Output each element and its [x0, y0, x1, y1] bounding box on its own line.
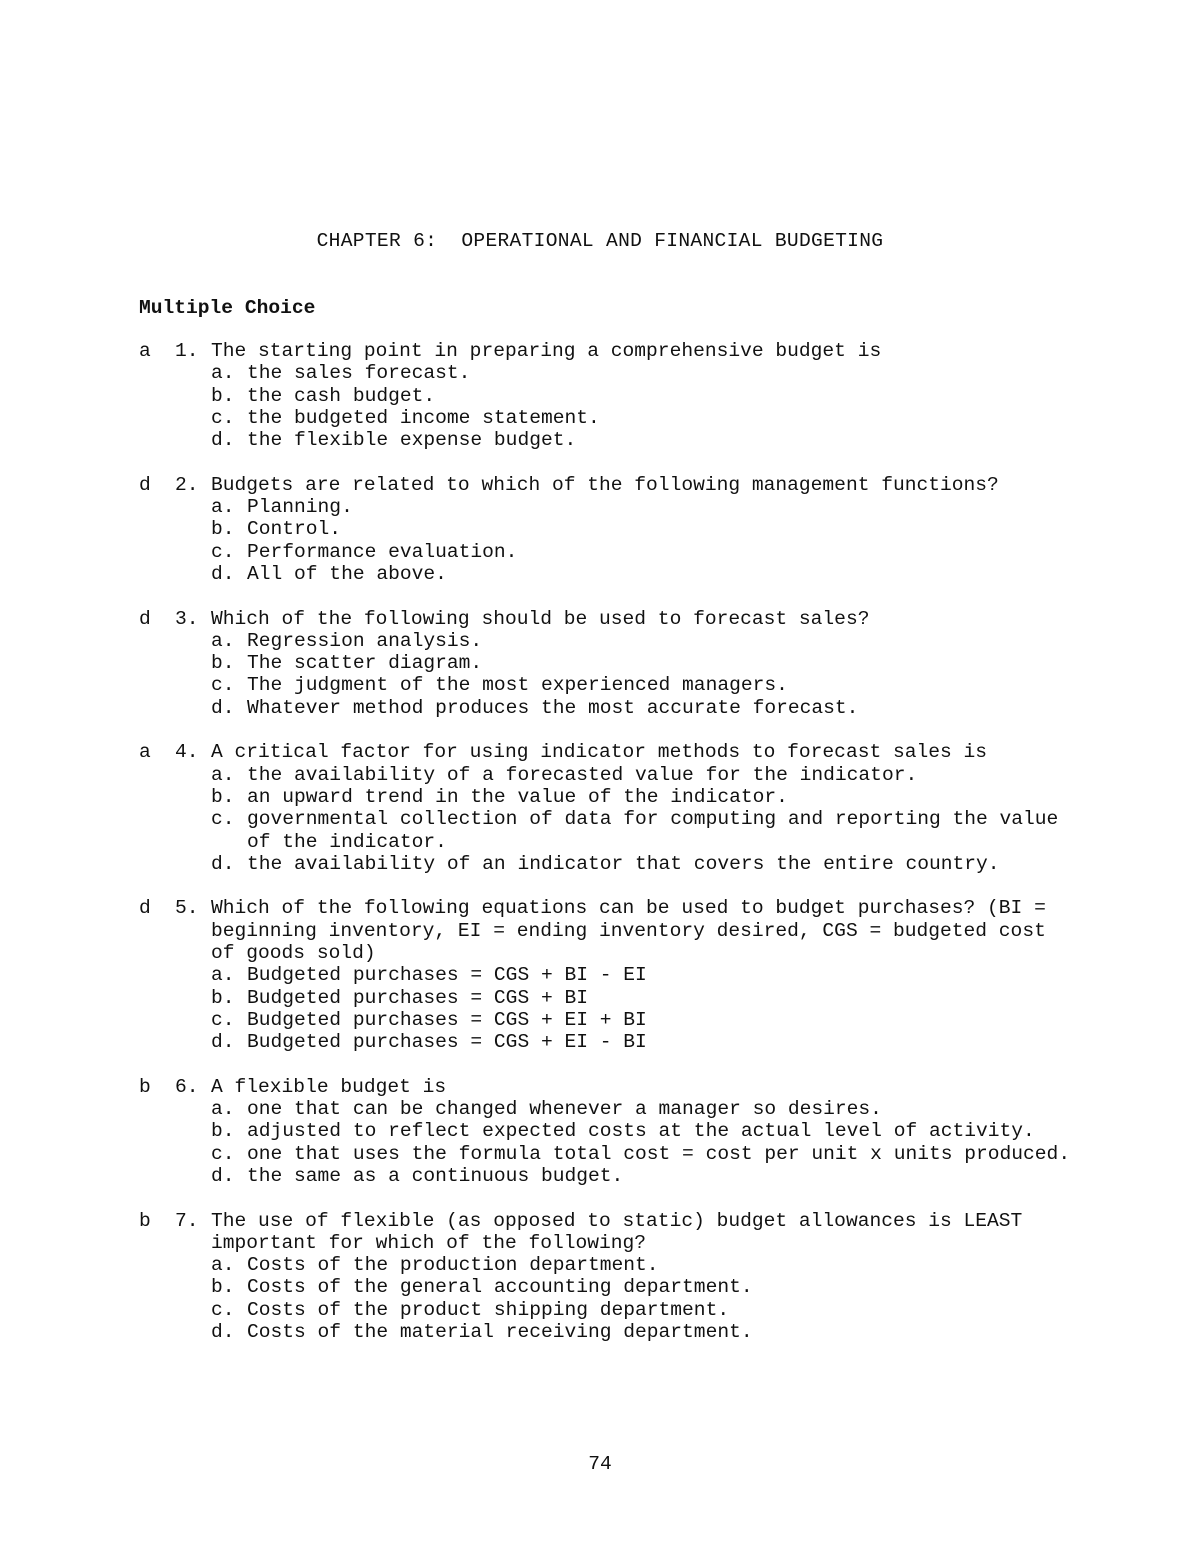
question-1 — [139, 340, 1079, 451]
option-text: Costs of the product shipping department. — [247, 1298, 730, 1321]
option-letter: b. — [211, 518, 235, 541]
option-letter: d. — [211, 852, 235, 875]
option — [211, 1031, 1079, 1053]
option-text: Costs of the general accounting department. — [247, 1276, 753, 1299]
question-6 — [139, 1076, 1079, 1187]
option — [211, 764, 1079, 786]
option-letter: c. — [211, 406, 235, 429]
option-letter: b. — [211, 384, 235, 407]
answer-key: a — [139, 340, 151, 362]
option-text: Control. — [247, 518, 342, 541]
question-number: 3. — [175, 607, 199, 630]
option-text: an upward trend in the value of the indicator. — [247, 785, 788, 808]
option — [211, 853, 1079, 875]
option — [211, 1321, 1079, 1343]
option-text: Costs of the production department. — [247, 1254, 659, 1277]
question-7 — [139, 1210, 1079, 1344]
chapter-title: CHAPTER 6: OPERATIONAL AND FINANCIAL BUDGETING — [316, 230, 884, 252]
option-text: Whatever method produces the most accurate forecast. — [247, 696, 859, 719]
option — [211, 1276, 1079, 1298]
option-letter: a. — [211, 629, 235, 652]
option-letter: b. — [211, 1276, 235, 1299]
option-letter: c. — [211, 1008, 235, 1031]
option — [211, 808, 1079, 853]
question-number: 6. — [175, 1075, 199, 1098]
question-2 — [139, 474, 1079, 585]
question-4 — [139, 741, 1079, 875]
option — [211, 1299, 1079, 1321]
option — [211, 964, 1079, 986]
option-list — [211, 1254, 1079, 1343]
option — [211, 630, 1079, 652]
option — [211, 429, 1079, 451]
option — [211, 496, 1079, 518]
option-letter: b. — [211, 986, 235, 1009]
option-text: the same as a continuous budget. — [247, 1164, 624, 1187]
question-text: The starting point in preparing a comprehensive budget is — [211, 340, 882, 362]
option-letter: b. — [211, 785, 235, 808]
question-text: Which of the following equations can be used to budget purchases? (BI = beginning inventory, EI = ending inventory desired, CGS = budgeted cost of goods sold) — [211, 897, 1046, 965]
section-heading: Multiple Choice — [139, 297, 316, 319]
option-text: governmental collection of data for computing and reporting the value of the indicator. — [247, 808, 1059, 853]
option-letter: a. — [211, 1254, 235, 1277]
question-number: 2. — [175, 473, 199, 496]
option-letter: c. — [211, 674, 235, 697]
option-text: Budgeted purchases = CGS + BI — [247, 986, 588, 1009]
answer-key: a — [139, 741, 151, 764]
option-letter: c. — [211, 1298, 235, 1321]
option-letter: d. — [211, 696, 235, 719]
option-text: The scatter diagram. — [247, 652, 483, 675]
option-list — [211, 964, 1079, 1053]
option-text: Budgeted purchases = CGS + BI - EI — [247, 964, 647, 987]
option — [211, 362, 1079, 384]
option-text: the flexible expense budget. — [247, 429, 577, 452]
option-text: the budgeted income statement. — [247, 406, 600, 429]
option-text: the availability of a forecasted value for the indicator. — [247, 763, 918, 786]
answer-key: b — [139, 1075, 151, 1098]
option — [211, 385, 1079, 407]
option — [211, 697, 1079, 719]
option-letter: a. — [211, 763, 235, 786]
answer-key: d — [139, 607, 151, 630]
option-letter: a. — [211, 1098, 235, 1121]
option-letter: c. — [211, 540, 235, 563]
option-text: the sales forecast. — [247, 362, 471, 385]
answer-key: d — [139, 897, 151, 920]
option — [211, 1254, 1079, 1276]
option — [211, 987, 1079, 1009]
option — [211, 652, 1079, 674]
option — [211, 786, 1079, 808]
option-text: All of the above. — [247, 562, 447, 585]
question-number: 5. — [175, 897, 199, 920]
option-list — [211, 362, 1079, 451]
option-text: Planning. — [247, 496, 353, 519]
question-text: Budgets are related to which of the following management functions? — [211, 473, 999, 496]
option-list — [211, 764, 1079, 875]
option-text: the availability of an indicator that covers the entire country. — [247, 852, 1000, 875]
option — [211, 563, 1079, 585]
option-list — [211, 1098, 1079, 1187]
option-letter: d. — [211, 429, 235, 452]
option-letter: b. — [211, 1120, 235, 1143]
question-number: 4. — [175, 741, 199, 764]
question-text: A critical factor for using indicator methods to forecast sales is — [211, 741, 988, 764]
option-text: The judgment of the most experienced managers. — [247, 674, 788, 697]
question-text: The use of flexible (as opposed to static) budget allowances is LEAST important for which of the following? — [211, 1209, 1023, 1254]
option-letter: d. — [211, 1164, 235, 1187]
option-text: one that uses the formula total cost = cost per unit x units produced. — [247, 1142, 1071, 1165]
option-letter: d. — [211, 1031, 235, 1054]
option — [211, 1009, 1079, 1031]
option — [211, 1143, 1079, 1165]
option-text: one that can be changed whenever a manager so desires. — [247, 1098, 882, 1121]
option — [211, 674, 1079, 696]
option-letter: b. — [211, 652, 235, 675]
option-list — [211, 630, 1079, 719]
question-list — [139, 340, 1079, 1366]
option-list — [211, 496, 1079, 585]
option-letter: a. — [211, 964, 235, 987]
option-letter: a. — [211, 496, 235, 519]
question-text: A flexible budget is — [211, 1075, 447, 1098]
option-text: Costs of the material receiving department. — [247, 1321, 753, 1344]
option-letter: a. — [211, 362, 235, 385]
option-letter: c. — [211, 808, 235, 831]
question-3 — [139, 608, 1079, 719]
option — [211, 1098, 1079, 1120]
option-text: adjusted to reflect expected costs at the actual level of activity. — [247, 1120, 1035, 1143]
option-text: Performance evaluation. — [247, 540, 518, 563]
question-5 — [139, 897, 1079, 1053]
question-number: 7. — [175, 1209, 199, 1232]
option — [211, 1120, 1079, 1142]
question-text: Which of the following should be used to forecast sales? — [211, 607, 870, 630]
option-letter: c. — [211, 1142, 235, 1165]
answer-key: d — [139, 473, 151, 496]
option-text: Budgeted purchases = CGS + EI + BI — [247, 1008, 647, 1031]
option — [211, 541, 1079, 563]
option-text: Budgeted purchases = CGS + EI - BI — [247, 1031, 647, 1054]
page-number: 74 — [588, 1453, 612, 1475]
option-letter: d. — [211, 562, 235, 585]
option — [211, 1165, 1079, 1187]
answer-key: b — [139, 1209, 151, 1232]
option — [211, 518, 1079, 540]
option-text: the cash budget. — [247, 384, 436, 407]
option — [211, 407, 1079, 429]
question-number: 1. — [175, 340, 199, 362]
option-letter: d. — [211, 1321, 235, 1344]
option-text: Regression analysis. — [247, 629, 483, 652]
